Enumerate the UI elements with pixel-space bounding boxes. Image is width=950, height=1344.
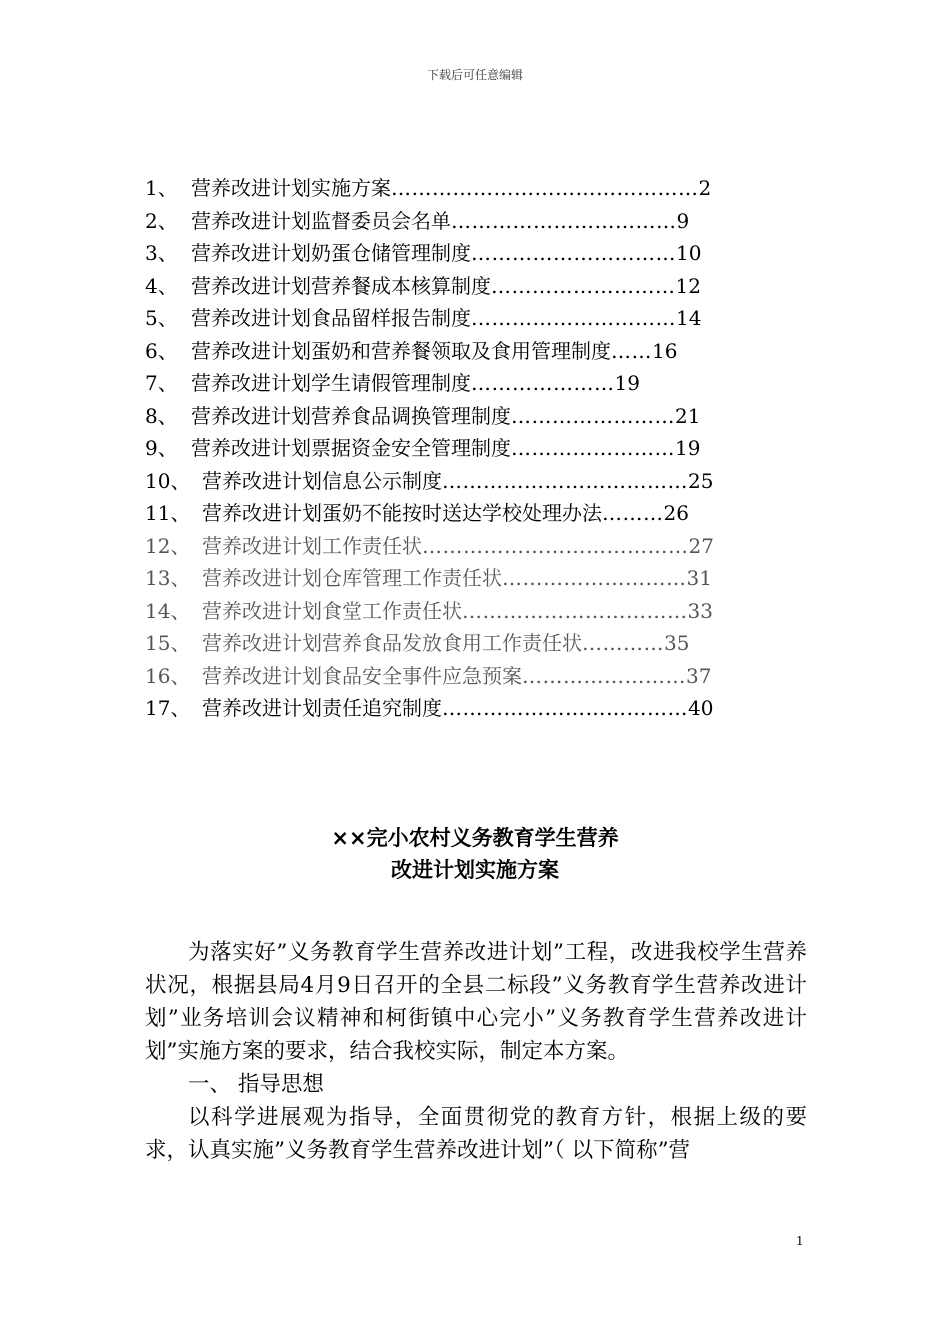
toc-entry-10 xyxy=(145,465,805,498)
toc-page: 14 xyxy=(676,306,702,330)
body-paragraph: 为落实好”义务教育学生营养改进计划”工程，改进我校学生营养状况，根据县局4月9日召开的全县二标段”义务教育学生营养改进计划”业务培训会议精神和柯街镇中心完小”义务教育学生营养改进计划”实施方案的要求，结合我校实际，制定本方案。 xyxy=(145,940,807,1064)
toc-page: 25 xyxy=(688,468,714,493)
toc-title: 营养改进计划监督委员会名单 xyxy=(191,208,451,233)
toc-title: 营养改进计划实施方案 xyxy=(191,176,391,200)
toc-title: 营养改进计划信息公示制度 xyxy=(202,468,442,493)
toc-page: 40 xyxy=(688,696,714,720)
page-number: 1 xyxy=(796,1234,804,1248)
toc-number: 16、 xyxy=(145,663,191,688)
toc-entry-15 xyxy=(145,627,805,660)
toc-title: 营养改进计划食品留样报告制度 xyxy=(191,306,471,330)
toc-number: 15、 xyxy=(145,631,191,655)
toc-leader: ……………………… xyxy=(502,566,687,590)
toc-entry-7 xyxy=(145,367,805,400)
toc-number: 9、 xyxy=(145,436,178,460)
toc-number: 1、 xyxy=(145,176,178,200)
toc-leader: ……… xyxy=(602,501,664,525)
toc-number: 2、 xyxy=(145,208,178,233)
toc-title: 营养改进计划营养食品发放食用工作责任状 xyxy=(202,631,582,655)
toc-entry-11 xyxy=(145,497,805,530)
toc-title: 营养改进计划食品安全事件应急预案 xyxy=(202,663,522,688)
toc-leader: …………………………… xyxy=(451,208,677,233)
toc-leader: ……………………… xyxy=(491,273,676,298)
toc-entry-14 xyxy=(145,595,805,628)
toc-title: 营养改进计划奶蛋仓储管理制度 xyxy=(191,241,471,265)
toc-entry-1 xyxy=(145,172,805,205)
toc-leader: …………………… xyxy=(511,436,675,460)
toc-leader: …………………… xyxy=(522,663,686,688)
title-line-1: ××完小农村义务教育学生营养 xyxy=(331,826,619,850)
page-header: 下载后可任意编辑 xyxy=(426,68,523,82)
toc-page: 26 xyxy=(663,501,689,525)
section-heading: 一、 指导思想 xyxy=(188,1072,324,1097)
toc-page: 9 xyxy=(676,208,690,233)
toc-page: 19 xyxy=(675,436,701,460)
toc-number: 6、 xyxy=(145,338,178,363)
toc-page: 10 xyxy=(676,241,702,265)
toc-title: 营养改进计划营养食品调换管理制度 xyxy=(191,403,511,428)
toc-entry-4 xyxy=(145,270,805,303)
toc-leader: ………… xyxy=(582,631,664,655)
toc-title: 营养改进计划票据资金安全管理制度 xyxy=(191,436,511,460)
toc-page: 27 xyxy=(688,533,714,558)
toc-title: 营养改进计划责任追究制度 xyxy=(202,696,442,720)
toc-entry-12 xyxy=(145,530,805,563)
toc-number: 3、 xyxy=(145,241,178,265)
toc-leader: ………………………… xyxy=(471,306,676,330)
toc-entry-8 xyxy=(145,400,805,433)
title-line-2: 改进计划实施方案 xyxy=(391,858,559,882)
body-paragraph: 以科学进展观为指导，全面贯彻党的教育方针，根据上级的要求，认真实施”义务教育学生营养改进计划”（ 以下简称”营 xyxy=(145,1105,807,1163)
toc-title: 营养改进计划蛋奶不能按时送达学校处理办法 xyxy=(202,501,602,525)
toc-entry-5 xyxy=(145,302,805,335)
toc-title: 营养改进计划仓库管理工作责任状 xyxy=(202,566,502,590)
toc-leader: …………………………… xyxy=(462,598,688,623)
toc-number: 8、 xyxy=(145,403,178,428)
toc-page: 16 xyxy=(652,338,678,363)
toc-leader: …… xyxy=(611,338,652,363)
toc-number: 13、 xyxy=(145,566,191,590)
toc-page: 21 xyxy=(675,403,701,428)
toc-number: 7、 xyxy=(145,371,178,395)
toc-page: 19 xyxy=(614,371,640,395)
toc-number: 10、 xyxy=(145,468,191,493)
toc-title: 营养改进计划营养餐成本核算制度 xyxy=(191,273,491,298)
toc-number: 12、 xyxy=(145,533,191,558)
toc-page: 35 xyxy=(664,631,690,655)
table-of-contents xyxy=(145,172,805,725)
toc-entry-3 xyxy=(145,237,805,270)
toc-entry-9 xyxy=(145,432,805,465)
toc-leader: ……………………………… xyxy=(442,696,688,720)
toc-page: 31 xyxy=(686,566,712,590)
document-body xyxy=(145,936,807,1167)
toc-page: 12 xyxy=(675,273,701,298)
toc-entry-6 xyxy=(145,335,805,368)
toc-leader: …………………… xyxy=(511,403,675,428)
toc-title: 营养改进计划蛋奶和营养餐领取及食用管理制度 xyxy=(191,338,611,363)
toc-entry-13 xyxy=(145,562,805,595)
toc-entry-2 xyxy=(145,205,805,238)
toc-number: 4、 xyxy=(145,273,178,298)
toc-entry-16 xyxy=(145,660,805,693)
toc-leader: ………………………… xyxy=(471,241,676,265)
toc-title: 营养改进计划食堂工作责任状 xyxy=(202,598,462,623)
toc-number: 11、 xyxy=(145,501,191,525)
document-title xyxy=(0,822,950,886)
toc-leader: ……………………………… xyxy=(442,468,688,493)
toc-number: 14、 xyxy=(145,598,191,623)
toc-leader: ………………… xyxy=(471,371,615,395)
toc-leader: ……………………………………… xyxy=(391,176,699,200)
toc-number: 5、 xyxy=(145,306,178,330)
toc-leader: ………………………………… xyxy=(422,533,689,558)
toc-title: 营养改进计划工作责任状 xyxy=(202,533,422,558)
toc-number: 17、 xyxy=(145,696,191,720)
toc-page: 33 xyxy=(687,598,713,623)
toc-page: 2 xyxy=(698,176,712,200)
toc-page: 37 xyxy=(686,663,712,688)
toc-entry-17 xyxy=(145,692,805,725)
toc-title: 营养改进计划学生请假管理制度 xyxy=(191,371,471,395)
